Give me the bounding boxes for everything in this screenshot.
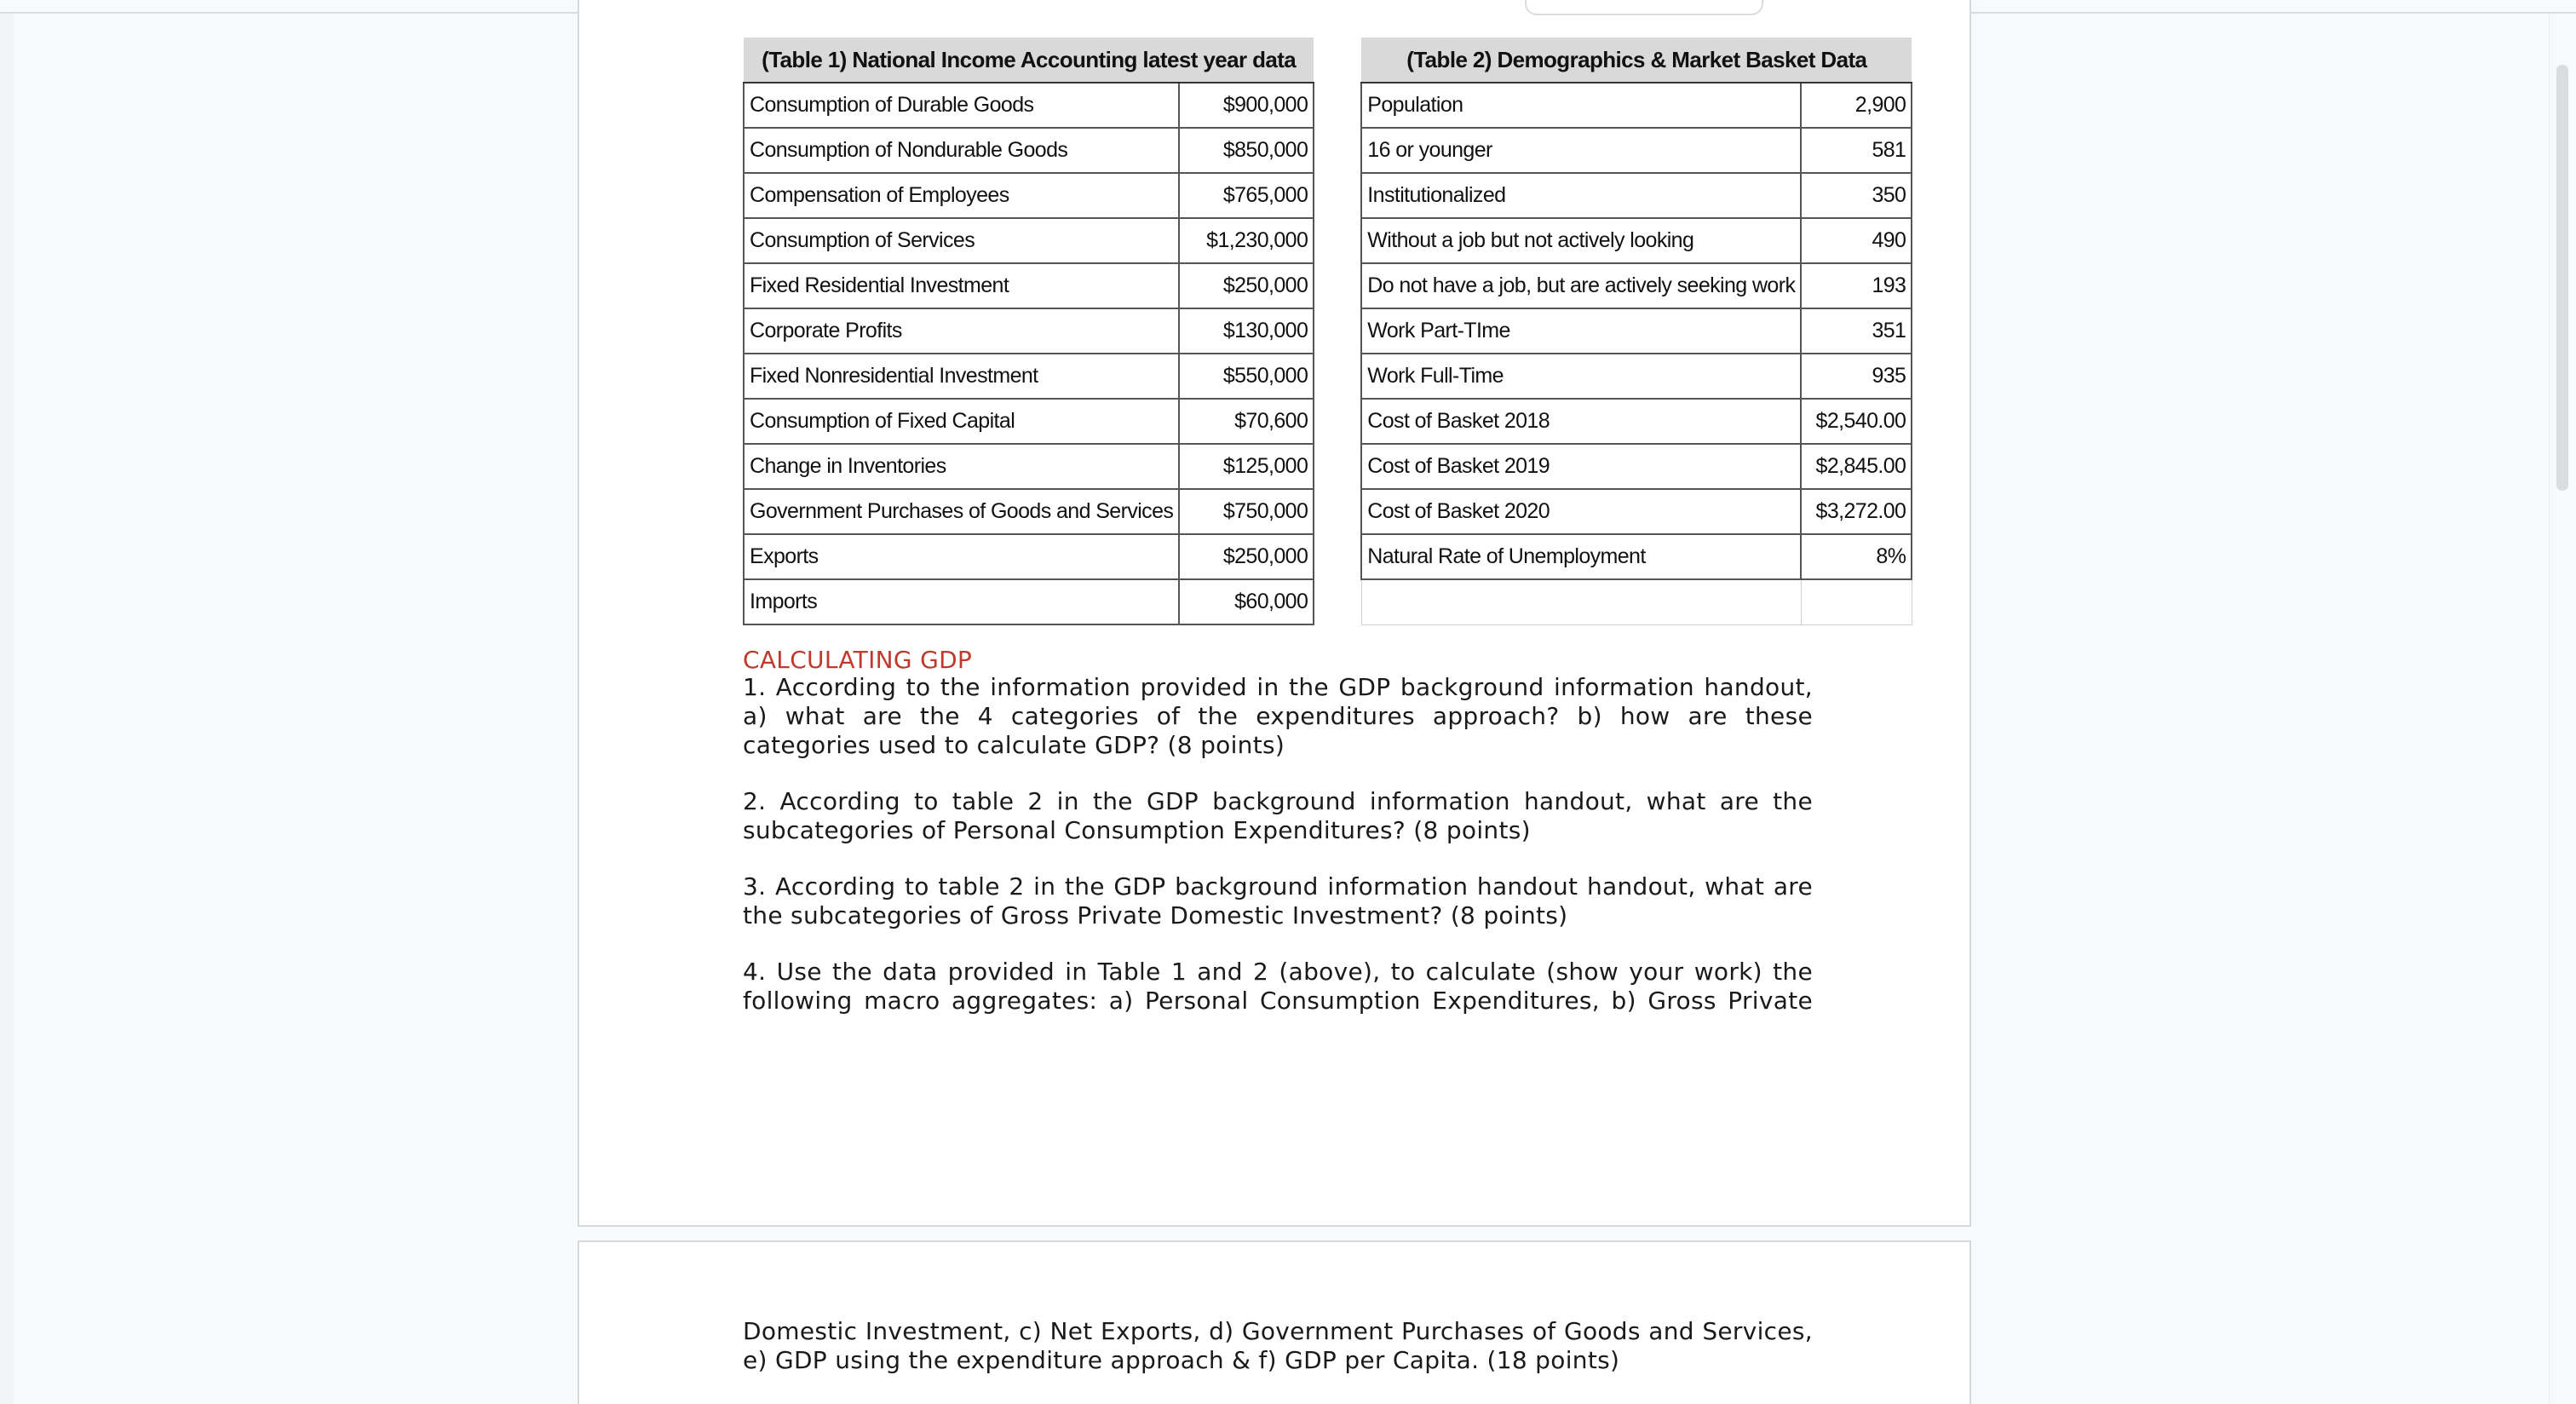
table2-value-cell: 935 — [1801, 354, 1912, 399]
table-row — [744, 534, 1912, 579]
table-gap — [1314, 263, 1361, 308]
table2-value-cell: $3,272.00 — [1801, 489, 1912, 534]
table1-value-cell: $550,000 — [1179, 354, 1314, 399]
table1-value-cell: $250,000 — [1179, 263, 1314, 308]
table-gap — [1314, 37, 1361, 83]
table1-value-cell: $1,230,000 — [1179, 218, 1314, 263]
table1-label-cell: Consumption of Fixed Capital — [744, 399, 1179, 444]
table2-value-cell — [1801, 579, 1912, 624]
question-1: 1. According to the information provided in the GDP background information handout, a) what are the 4 categories of the expenditures approach? b) how are these categories used to calculate GDP? (8 points) — [743, 673, 1813, 759]
table2-label-cell: Cost of Basket 2019 — [1361, 444, 1801, 489]
question-4-part-2: Domestic Investment, c) Net Exports, d) Government Purchases of Goods and Services, e) GDP using the expenditure approach & f) GDP per Capita. (18 points) — [743, 1317, 1813, 1374]
table-row — [744, 173, 1912, 218]
table-row — [744, 128, 1912, 173]
table2-value-cell: 351 — [1801, 308, 1912, 354]
section-title: CALCULATING GDP — [743, 646, 973, 674]
table-row — [744, 263, 1912, 308]
table1-label-cell: Corporate Profits — [744, 308, 1179, 354]
table-row — [744, 354, 1912, 399]
table-row — [744, 218, 1912, 263]
tables-grid — [743, 37, 1912, 625]
table1-label-cell: Change in Inventories — [744, 444, 1179, 489]
table2-value-cell: 581 — [1801, 128, 1912, 173]
question-3: 3. According to table 2 in the GDP background information handout handout, what are the subcategories of Gross Private Domestic Investment? (8 points) — [743, 872, 1813, 929]
table2-label-cell: Cost of Basket 2020 — [1361, 489, 1801, 534]
table1-label-cell: Fixed Residential Investment — [744, 263, 1179, 308]
table1-value-cell: $250,000 — [1179, 534, 1314, 579]
table-row — [744, 489, 1912, 534]
table1-value-cell: $850,000 — [1179, 128, 1314, 173]
table1-label-cell: Government Purchases of Goods and Services — [744, 489, 1179, 534]
table-gap — [1314, 218, 1361, 263]
data-tables — [743, 37, 1912, 625]
table1-label-cell: Exports — [744, 534, 1179, 579]
page-floating-tab — [1525, 0, 1763, 15]
table1-value-cell: $125,000 — [1179, 444, 1314, 489]
table1-label-cell: Fixed Nonresidential Investment — [744, 354, 1179, 399]
table-gap — [1314, 534, 1361, 579]
left-margin — [0, 14, 14, 1404]
table-gap — [1314, 399, 1361, 444]
table-gap — [1314, 489, 1361, 534]
table2-label-cell: Work Full-Time — [1361, 354, 1801, 399]
table2-label-cell — [1361, 579, 1801, 624]
vertical-scrollbar[interactable] — [2549, 14, 2576, 1404]
table1-value-cell: $60,000 — [1179, 579, 1314, 624]
question-4-part-1: 4. Use the data provided in Table 1 and 2 (above), to calculate (show your work) the following macro aggregates: a) Personal Consumption Expenditures, b) Gross Private — [743, 958, 1813, 1015]
table-gap — [1314, 173, 1361, 218]
table-gap — [1314, 444, 1361, 489]
document-page-2 — [578, 1240, 1971, 1404]
table2-label-cell: Without a job but not actively looking — [1361, 218, 1801, 263]
table-header-row — [744, 37, 1912, 83]
table-row — [744, 444, 1912, 489]
table-row — [744, 83, 1912, 128]
table2-value-cell: $2,540.00 — [1801, 399, 1912, 444]
table-row — [744, 399, 1912, 444]
table2-label-cell: Institutionalized — [1361, 173, 1801, 218]
table-row — [744, 579, 1912, 624]
table-gap — [1314, 83, 1361, 128]
table2-label-cell: Cost of Basket 2018 — [1361, 399, 1801, 444]
table-gap — [1314, 308, 1361, 354]
table2-label-cell: 16 or younger — [1361, 128, 1801, 173]
question-2: 2. According to table 2 in the GDP background information handout, what are the subcategories of Personal Consumption Expenditures? (8 points) — [743, 787, 1813, 844]
table-gap — [1314, 128, 1361, 173]
table1-value-cell: $70,600 — [1179, 399, 1314, 444]
table2-value-cell: 490 — [1801, 218, 1912, 263]
table1-title: (Table 1) National Income Accounting latest year data — [744, 37, 1314, 83]
tables-body — [744, 83, 1912, 624]
table1-label-cell: Consumption of Nondurable Goods — [744, 128, 1179, 173]
table1-label-cell: Compensation of Employees — [744, 173, 1179, 218]
table1-value-cell: $765,000 — [1179, 173, 1314, 218]
table1-value-cell: $900,000 — [1179, 83, 1314, 128]
table1-label-cell: Consumption of Durable Goods — [744, 83, 1179, 128]
table2-value-cell: 8% — [1801, 534, 1912, 579]
table2-label-cell: Natural Rate of Unemployment — [1361, 534, 1801, 579]
table2-label-cell: Population — [1361, 83, 1801, 128]
table2-value-cell: 2,900 — [1801, 83, 1912, 128]
table-gap — [1314, 579, 1361, 624]
table2-title: (Table 2) Demographics & Market Basket Data — [1361, 37, 1912, 83]
table2-label-cell: Work Part-TIme — [1361, 308, 1801, 354]
document-page-1 — [578, 0, 1971, 1227]
table1-value-cell: $130,000 — [1179, 308, 1314, 354]
table1-value-cell: $750,000 — [1179, 489, 1314, 534]
table2-label-cell: Do not have a job, but are actively seeking work — [1361, 263, 1801, 308]
table2-value-cell: 350 — [1801, 173, 1912, 218]
table1-label-cell: Imports — [744, 579, 1179, 624]
table1-label-cell: Consumption of Services — [744, 218, 1179, 263]
table-row — [744, 308, 1912, 354]
table-gap — [1314, 354, 1361, 399]
table2-value-cell: $2,845.00 — [1801, 444, 1912, 489]
scrollbar-thumb[interactable] — [2556, 65, 2568, 491]
table2-value-cell: 193 — [1801, 263, 1912, 308]
